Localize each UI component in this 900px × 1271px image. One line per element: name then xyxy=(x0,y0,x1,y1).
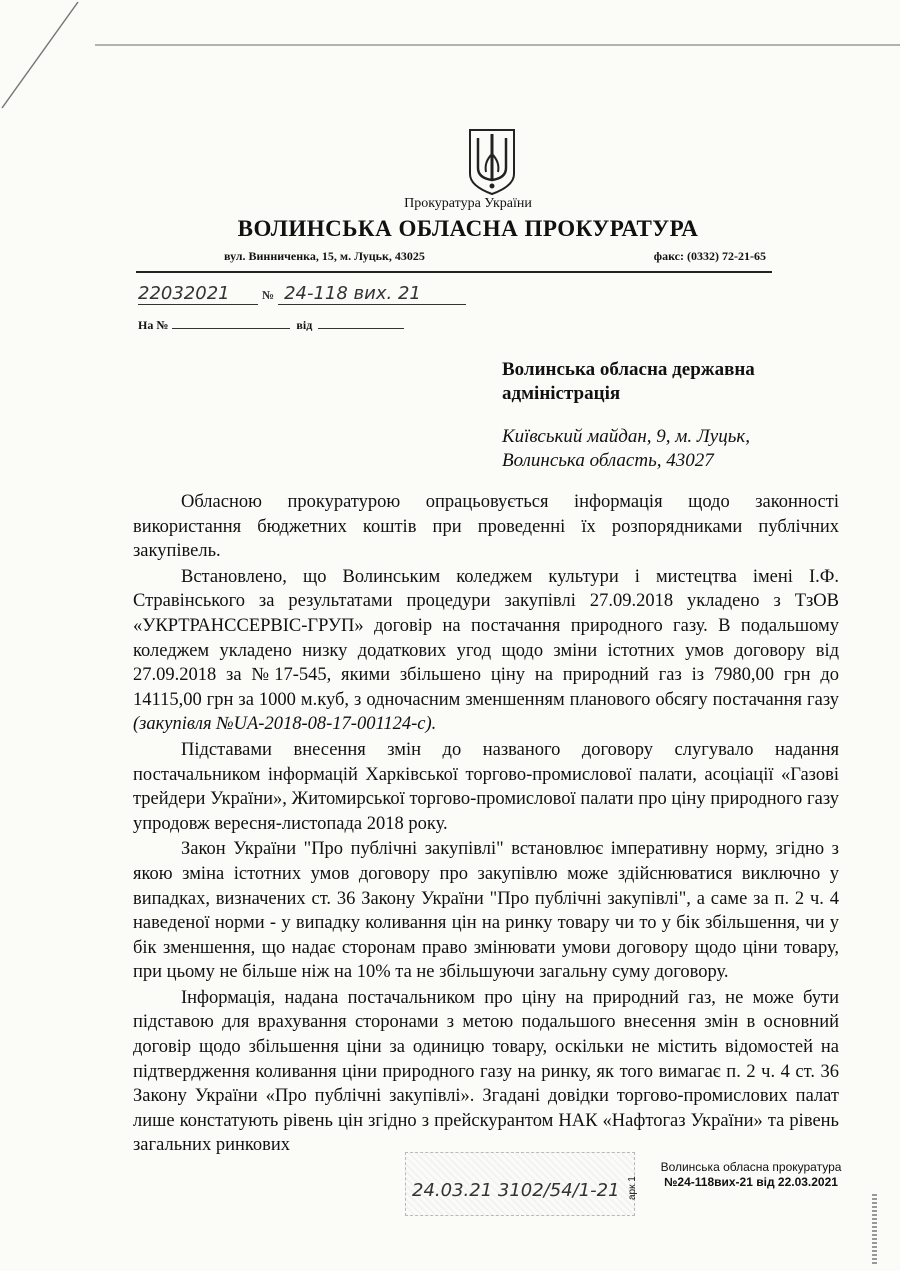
letterhead-divider xyxy=(136,271,772,273)
reference-blank xyxy=(172,328,290,329)
binding-marks xyxy=(872,1194,877,1264)
body-paragraph-2 xyxy=(133,565,839,737)
scan-corner-fold xyxy=(0,0,80,110)
body-paragraph-4: Закон України "Про публічні закупівлі" встановлює імперативну норму, згідно з якою зміна істотних умов договору про закупівлю може здійснюватися виключно у випадках, визначених ст. 36 Закону України "Про публічні закупівлі", а саме за п. 2 ч. 4 наведеної норми - у випадку коливання цін на ринку товару чи то у бік збільшення, чи у бік зменшення, що надає сторонам право змінювати умови договору щодо ціни товару, при цьому не більше ніж на 10% та не збільшуючи загальну суму договору. xyxy=(133,839,839,983)
body-paragraph-1: Обласною прокуратурою опрацьовується інформація щодо законності використання бюджетних коштів при проведенні їх розпорядниками публічних закупівель. xyxy=(133,492,839,562)
body-paragraph-2-text: Встановлено, що Волинським коледжем культури і мистецтва імені І.Ф. Стравінського за результатами процедури закупівлі 27.09.2018 укладено з ТзОВ «УКРТРАНССЕРВІС-ГРУП» договір на постачання природного газу. В подальшому коледжем укладено низку додаткових угод щодо зміни істотних умов договору від 27.09.2018 за №17-545, якими збільшено ціну на природний газ із 7980,00 грн до 14115,00 грн за 1000 м.куб, з одночасним зменшенням планового обсягу постачання газу xyxy=(133,566,839,710)
outgoing-number-line xyxy=(138,283,466,305)
recipient-name-line1: Волинська обласна державна xyxy=(502,359,755,380)
reference-line xyxy=(138,318,404,333)
page-mark: арк 1 xyxy=(627,1176,638,1200)
org-fax: факс: (0332) 72-21-65 xyxy=(653,249,766,263)
recipient-address xyxy=(502,425,822,473)
letter-body xyxy=(133,490,839,1159)
body-paragraph-3: Підставами внесення змін до названого договору слугувало надання постачальником інформацій Харківської торгово-промислової палати, асоціації «Газові трейдери України», Житомирської торгово-промислової палати про ціну природного газу упродовж вересня-листопада 2018 року. xyxy=(133,739,839,834)
scan-edge-line xyxy=(95,44,900,46)
reference-label: На № xyxy=(138,318,169,332)
org-parent-name: Прокуратура України xyxy=(404,196,532,211)
reference-from-label: від xyxy=(296,318,313,332)
recipient-name xyxy=(502,358,822,406)
outgoing-date: 22032021 xyxy=(138,283,258,305)
outgoing-number: 24-118 вих. 21 xyxy=(278,283,466,305)
trident-emblem-icon xyxy=(466,124,518,196)
registration-org: Волинська обласна прокуратура xyxy=(660,1160,842,1174)
body-paragraph-5: Інформація, надана постачальником про ціну на природний газ, не може бути підставою для врахування сторонами з метою подальшого внесення змін в основний договір щодо збільшення ціни за одиницю товару, оскільки не містить відомостей на підтвердження коливання ціни природного газу на ринку, як того вимагає п. 2 ч. 4 ст. 36 Закону України «Про публічні закупівлі». Згадані довідки торгово-промислових палат лише констатують рівень цін згідно з прейскурантом НАК «Нафтогаз України» та рівень загальних ринкових xyxy=(133,987,839,1156)
procurement-reference: (закупівля №UA-2018-08-17-001124-c). xyxy=(133,714,437,735)
org-title: ВОЛИНСЬКА ОБЛАСНА ПРОКУРАТУРА xyxy=(237,216,699,241)
incoming-stamp-handwritten: 24.03.21 3102/54/1-21 xyxy=(412,1180,620,1201)
org-address: вул. Винниченка, 15, м. Луцьк, 43025 xyxy=(224,249,425,263)
recipient-address-line2: Волинська область, 43027 xyxy=(502,450,714,471)
recipient-address-line1: Київський майдан, 9, м. Луцьк, xyxy=(502,426,750,447)
registration-number: №24-118вих-21 від 22.03.2021 xyxy=(664,1175,838,1189)
recipient-name-line2: адміністрація xyxy=(502,383,621,404)
outgoing-number-label: № xyxy=(262,288,275,302)
reference-date-blank xyxy=(318,328,404,329)
